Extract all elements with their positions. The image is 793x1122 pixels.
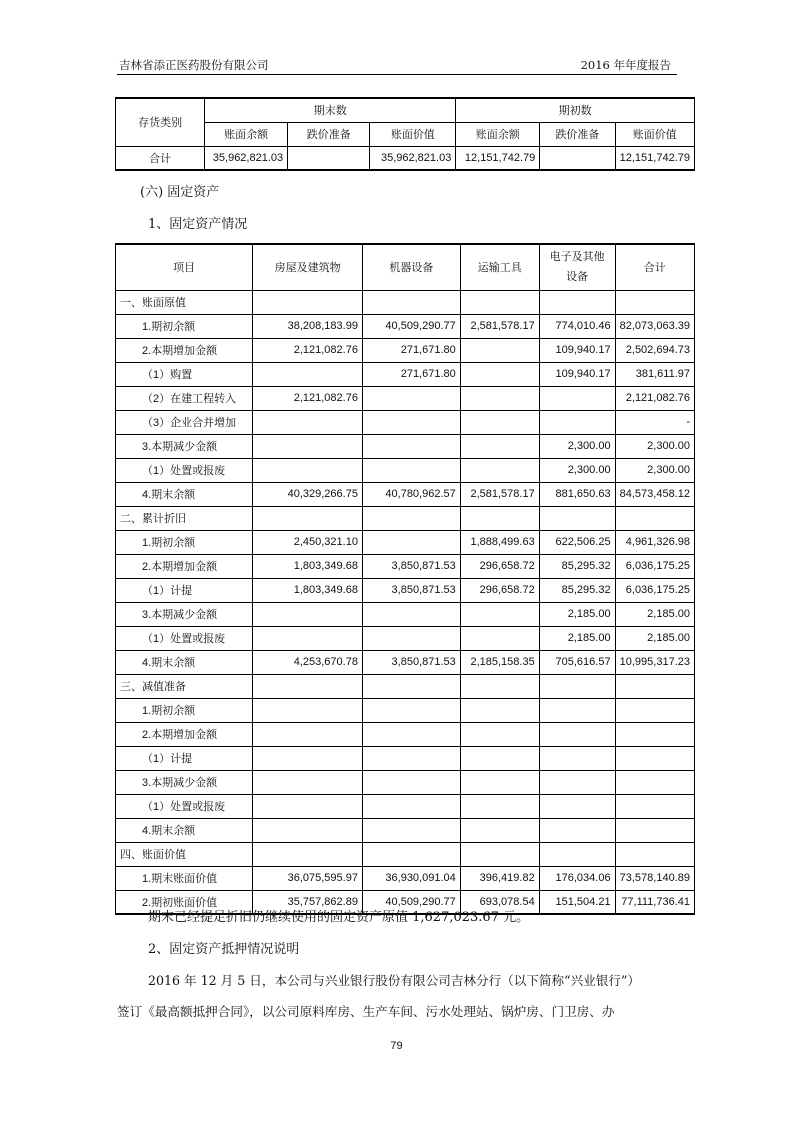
period-begin-header: 期初数 [456, 98, 695, 122]
table-cell [362, 818, 460, 842]
table-cell [615, 722, 694, 746]
table-cell [460, 362, 539, 386]
table-cell [253, 434, 363, 458]
table-cell: 4,253,670.78 [253, 650, 363, 674]
table-cell [539, 794, 615, 818]
inventory-table [115, 97, 695, 171]
table-cell [253, 410, 363, 434]
table-cell [615, 290, 694, 314]
table-cell: 2,185.00 [615, 626, 694, 650]
table-cell [539, 698, 615, 722]
table-cell: 151,504.21 [539, 890, 615, 914]
row-label: （2）在建工程转入 [116, 386, 253, 410]
page-header [117, 56, 677, 75]
table-cell: 2,300.00 [615, 458, 694, 482]
table-cell: 36,930,091.04 [362, 866, 460, 890]
table-cell: 2,185.00 [539, 626, 615, 650]
table-cell [253, 818, 363, 842]
subheader-cell: 账面余额 [456, 122, 540, 146]
table-cell: 2,450,321.10 [253, 530, 363, 554]
row-label: 二、累计折旧 [116, 506, 253, 530]
fixed-assets-table [115, 243, 695, 915]
table-cell [460, 386, 539, 410]
row-label: 4.期末余额 [116, 818, 253, 842]
row-label: （1）处置或报废 [116, 626, 253, 650]
table-row [116, 602, 695, 626]
row-label: 2.期初账面价值 [116, 890, 253, 914]
table-cell: 3,850,871.53 [362, 578, 460, 602]
table-cell: 881,650.63 [539, 482, 615, 506]
table-cell [253, 602, 363, 626]
row-label: （1）处置或报废 [116, 458, 253, 482]
table-cell [615, 506, 694, 530]
table-cell: 2,121,082.76 [615, 386, 694, 410]
row-label: （1）处置或报废 [116, 794, 253, 818]
table-cell: 2,121,082.76 [253, 386, 363, 410]
table-cell: 35,757,862.89 [253, 890, 363, 914]
table-cell: 2,300.00 [539, 458, 615, 482]
table-cell: 705,616.57 [539, 650, 615, 674]
table-row [116, 674, 695, 698]
table-cell: 6,036,175.25 [615, 554, 694, 578]
table-cell [362, 290, 460, 314]
row-label: 2.本期增加金额 [116, 338, 253, 362]
table-cell: 85,295.32 [539, 578, 615, 602]
table-cell [539, 770, 615, 794]
table-cell: 12,151,742.79 [456, 146, 540, 170]
table-cell [615, 794, 694, 818]
header-cell: 运输工具 [460, 244, 539, 290]
report-title: 2016 年年度报告 [580, 58, 671, 72]
row-label: 一、账面原值 [116, 290, 253, 314]
table-cell [615, 674, 694, 698]
table-row [116, 722, 695, 746]
table-cell [362, 410, 460, 434]
row-label: 1.期初余额 [116, 698, 253, 722]
table-cell [253, 794, 363, 818]
table-cell: 2,581,578.17 [460, 314, 539, 338]
table-cell: 3,850,871.53 [362, 554, 460, 578]
row-label: 1.期末账面价值 [116, 866, 253, 890]
note-fully-depreciated: 期末已经提足折旧仍继续使用的固定资产原值 1,627,023.67 元。 [148, 910, 530, 925]
table-cell [539, 674, 615, 698]
table-cell [460, 746, 539, 770]
table-row [116, 698, 695, 722]
subheader-cell: 跌价准备 [288, 122, 370, 146]
table-cell [362, 530, 460, 554]
table-cell: 296,658.72 [460, 578, 539, 602]
table-row [116, 794, 695, 818]
table-row [116, 746, 695, 770]
table-cell [460, 290, 539, 314]
fixed-assets-header-row [116, 244, 695, 290]
table-cell [362, 794, 460, 818]
table-cell: 77,111,736.41 [615, 890, 694, 914]
table-cell: 271,671.80 [362, 362, 460, 386]
table-cell: 35,962,821.03 [370, 146, 456, 170]
table-cell [615, 770, 694, 794]
table-cell: 40,780,962.57 [362, 482, 460, 506]
table-cell: 73,578,140.89 [615, 866, 694, 890]
table-cell: 2,121,082.76 [253, 338, 363, 362]
table-cell [615, 698, 694, 722]
table-cell [253, 458, 363, 482]
row-label: 3.本期减少金额 [116, 770, 253, 794]
table-cell [460, 818, 539, 842]
table-cell [460, 458, 539, 482]
table-cell: 622,506.25 [539, 530, 615, 554]
table-cell [253, 674, 363, 698]
table-cell: 2,185.00 [615, 602, 694, 626]
table-row [116, 866, 695, 890]
section-title: (六) 固定资产 [140, 185, 220, 200]
table-cell [362, 386, 460, 410]
paragraph-line-1: 2016 年 12 月 5 日，本公司与兴业银行股份有限公司吉林分行（以下简称“兴业银行”） [148, 973, 640, 988]
table-cell [539, 410, 615, 434]
table-cell [539, 506, 615, 530]
row-label: 四、账面价值 [116, 842, 253, 866]
table-cell: 2,300.00 [615, 434, 694, 458]
table-cell [460, 770, 539, 794]
table-row [116, 410, 695, 434]
header-cell: 房屋及建筑物 [253, 244, 363, 290]
table-cell [539, 722, 615, 746]
table-row [116, 290, 695, 314]
table-cell: 3,850,871.53 [362, 650, 460, 674]
subsection-title-1: 1、固定资产情况 [148, 217, 248, 232]
table-cell [362, 458, 460, 482]
table-row [116, 842, 695, 866]
table-cell [253, 770, 363, 794]
table-cell: 2,185.00 [539, 602, 615, 626]
table-cell: 271,671.80 [362, 338, 460, 362]
table-cell [539, 386, 615, 410]
table-cell [253, 626, 363, 650]
table-cell: - [615, 410, 694, 434]
table-cell [362, 506, 460, 530]
header-cell: 机器设备 [362, 244, 460, 290]
row-label: 1.期初余额 [116, 530, 253, 554]
table-cell: 774,010.46 [539, 314, 615, 338]
table-cell [539, 746, 615, 770]
table-cell [460, 338, 539, 362]
table-cell: 12,151,742.79 [615, 146, 694, 170]
table-row [116, 362, 695, 386]
table-cell [362, 842, 460, 866]
table-cell: 40,329,266.75 [253, 482, 363, 506]
table-row [116, 650, 695, 674]
subheader-cell: 账面价值 [615, 122, 694, 146]
header-cell: 电子及其他 设备 [539, 244, 615, 290]
table-cell [460, 506, 539, 530]
table-cell: 396,419.82 [460, 866, 539, 890]
subheader-cell: 跌价准备 [540, 122, 615, 146]
table-cell: 2,581,578.17 [460, 482, 539, 506]
company-name: 吉林省添正医药股份有限公司 [119, 58, 269, 72]
table-cell: 2,502,694.73 [615, 338, 694, 362]
header-cell: 合计 [615, 244, 694, 290]
table-cell: 36,075,595.97 [253, 866, 363, 890]
table-row [116, 578, 695, 602]
table-cell [362, 434, 460, 458]
table-cell [362, 674, 460, 698]
table-row [116, 338, 695, 362]
table-cell: 40,509,290.77 [362, 890, 460, 914]
table-cell: 35,962,821.03 [205, 146, 288, 170]
table-cell [362, 746, 460, 770]
table-cell [288, 146, 370, 170]
table-row [116, 482, 695, 506]
table-cell: 4,961,326.98 [615, 530, 694, 554]
table-cell [539, 290, 615, 314]
table-cell: 38,208,183.99 [253, 314, 363, 338]
table-cell [460, 626, 539, 650]
table-cell [362, 722, 460, 746]
table-cell: 6,036,175.25 [615, 578, 694, 602]
row-label: （3）企业合并增加 [116, 410, 253, 434]
table-cell [460, 794, 539, 818]
inventory-total-row [116, 146, 695, 170]
table-cell: 296,658.72 [460, 554, 539, 578]
table-cell [362, 626, 460, 650]
subheader-cell: 账面余额 [205, 122, 288, 146]
table-row [116, 506, 695, 530]
table-cell [253, 506, 363, 530]
table-cell [539, 818, 615, 842]
row-label: 4.期末余额 [116, 650, 253, 674]
table-cell: 381,611.97 [615, 362, 694, 386]
table-cell: 82,073,063.39 [615, 314, 694, 338]
table-row [116, 386, 695, 410]
table-cell: 10,995,317.23 [615, 650, 694, 674]
paragraph-line-2: 签订《最高额抵押合同》，以公司原料库房、生产车间、污水处理站、锅炉房、门卫房、办 [117, 1004, 615, 1019]
table-row [116, 458, 695, 482]
row-label: 2.本期增加金额 [116, 722, 253, 746]
table-row [116, 314, 695, 338]
row-label: 4.期末余额 [116, 482, 253, 506]
table-cell [615, 842, 694, 866]
table-cell: 693,078.54 [460, 890, 539, 914]
row-label: 3.本期减少金额 [116, 602, 253, 626]
table-cell [362, 770, 460, 794]
table-cell: 109,940.17 [539, 338, 615, 362]
inventory-category-header: 存货类别 [116, 98, 205, 146]
table-cell: 84,573,458.12 [615, 482, 694, 506]
table-row [116, 770, 695, 794]
table-cell [460, 434, 539, 458]
table-cell: 1,803,349.68 [253, 578, 363, 602]
table-row [116, 626, 695, 650]
table-cell [539, 842, 615, 866]
table-cell [253, 362, 363, 386]
table-cell [460, 842, 539, 866]
table-cell: 1,888,499.63 [460, 530, 539, 554]
table-cell [362, 602, 460, 626]
table-cell [253, 290, 363, 314]
table-cell [253, 722, 363, 746]
row-label: 3.本期减少金额 [116, 434, 253, 458]
row-label: 2.本期增加金额 [116, 554, 253, 578]
table-cell [540, 146, 615, 170]
table-row [116, 530, 695, 554]
table-cell: 2,300.00 [539, 434, 615, 458]
table-row [116, 434, 695, 458]
page-number: 79 [390, 1040, 403, 1052]
table-cell [615, 818, 694, 842]
table-row [116, 818, 695, 842]
table-cell [460, 410, 539, 434]
period-end-header: 期末数 [205, 98, 456, 122]
row-label: （1）计提 [116, 746, 253, 770]
table-cell: 109,940.17 [539, 362, 615, 386]
row-label: （1）购置 [116, 362, 253, 386]
table-cell: 1,803,349.68 [253, 554, 363, 578]
table-cell [460, 722, 539, 746]
row-label: （1）计提 [116, 578, 253, 602]
header-cell: 项目 [116, 244, 253, 290]
table-cell [460, 674, 539, 698]
table-cell [460, 602, 539, 626]
table-cell: 85,295.32 [539, 554, 615, 578]
subheader-cell: 账面价值 [370, 122, 456, 146]
row-label: 1.期初余额 [116, 314, 253, 338]
subsection-title-2: 2、固定资产抵押情况说明 [148, 942, 300, 957]
table-cell [253, 746, 363, 770]
table-cell: 176,034.06 [539, 866, 615, 890]
table-cell [615, 746, 694, 770]
row-label: 三、减值准备 [116, 674, 253, 698]
table-cell [253, 842, 363, 866]
table-cell [460, 698, 539, 722]
table-cell: 2,185,158.35 [460, 650, 539, 674]
table-cell: 40,509,290.77 [362, 314, 460, 338]
table-cell: 合计 [116, 146, 205, 170]
table-row [116, 554, 695, 578]
table-cell [362, 698, 460, 722]
table-cell [253, 698, 363, 722]
